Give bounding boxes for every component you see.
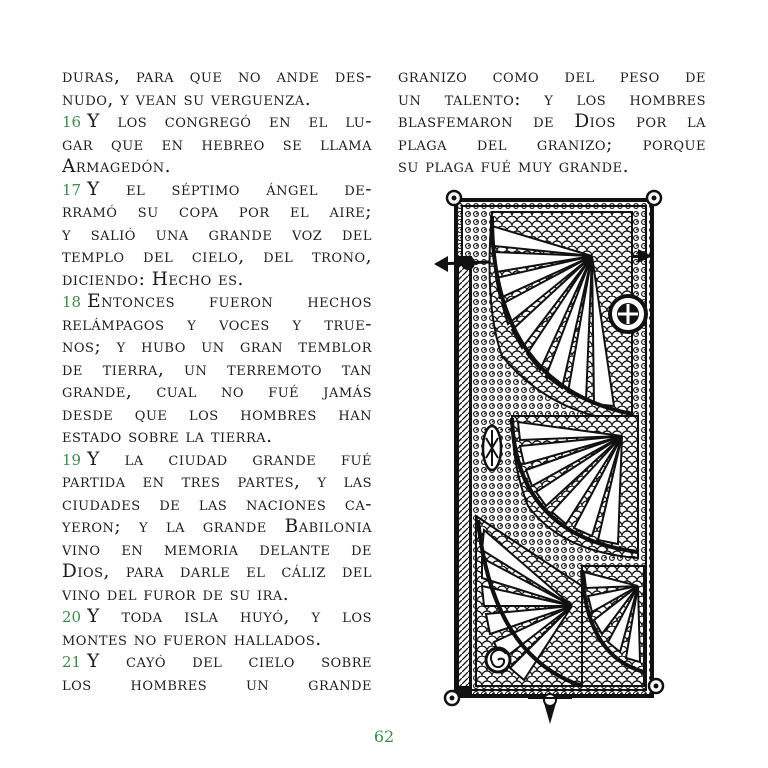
verse-text: blasfemaron de Dios por la [398,111,706,132]
ornate-fan-door-illustration [432,186,668,726]
text-line [398,134,706,157]
text-line [62,224,372,247]
verse-text: partida en tres partes, y las [62,471,372,492]
verse-text: Y la ciudad grande fué [87,448,372,470]
text-line [62,471,372,494]
verse-text: Y cayó del cielo sobre [87,651,372,672]
text-column-left [62,66,372,696]
text-line [62,89,372,112]
text-line [62,111,372,134]
verse-text: Y toda isla huyó, y los [87,606,372,627]
verse-text: duras, para que no ande des- [62,66,372,87]
verse-text: y salió una grande voz del [62,223,372,245]
verse-text: de tierra, un terremoto tan [62,358,372,380]
verse-number: 18 [62,293,82,311]
text-line [62,156,372,179]
text-line [62,404,372,427]
text-line [62,201,372,224]
verse-text: grande, cual no fué jamás [62,381,372,402]
verse-text: Y los congregó en el lu- [87,111,372,132]
text-line [398,89,706,112]
verse-text: nos; y hubo un gran temblor [62,336,372,357]
text-line [62,426,372,449]
text-line [62,629,372,652]
verse-text: rramó su copa por el aire; [62,201,372,222]
verse-number: 20 [62,608,82,626]
text-line [62,291,372,314]
verse-text: vino del furor de su ira. [62,583,290,605]
verse-text: ciudades de las naciones ca- [62,493,372,515]
text-column-right [398,66,706,179]
verse-number: 16 [62,113,82,131]
verse-text: Entonces fueron hechos [87,291,372,312]
text-line [62,494,372,517]
verse-text: montes no fueron hallados. [62,628,322,650]
verse-text: los hombres un grande [62,673,372,695]
verse-text: plaga del granizo; porque [398,133,706,155]
verse-number: 19 [62,450,82,469]
text-line [398,111,706,134]
text-line [62,584,372,607]
text-line [62,516,372,539]
text-line [62,179,372,202]
text-line [62,359,372,382]
verse-text: yeron; y la grande Babilonia [62,516,372,537]
verse-text: desde que los hombres han [62,403,372,425]
verse-text: diciendo: Hecho es. [62,268,244,290]
text-line [62,314,372,337]
verse-text: Y el séptimo ángel de- [87,178,372,200]
text-line [62,606,372,629]
verse-text: Armagedón. [62,156,172,177]
text-line [62,336,372,359]
verse-text: templo del cielo, del trono, [62,246,372,267]
text-line [398,66,706,89]
text-line [62,651,372,674]
verse-number: 21 [62,653,82,671]
verse-text: Dios, para darle el cáliz del [62,561,372,582]
text-line [62,66,372,89]
text-line [62,674,372,697]
text-line [62,381,372,404]
text-line [62,561,372,584]
verse-number: 17 [62,180,82,199]
text-line [62,539,372,562]
verse-text: un talento: y los hombres [398,88,706,110]
text-line [398,156,706,179]
text-line [62,246,372,269]
text-line [62,269,372,292]
verse-text: gar que en hebreo se llama [62,133,372,155]
text-line [62,134,372,157]
page-number: 62 [373,727,395,746]
verse-text: su plaga fué muy grande. [398,156,629,177]
text-line [62,449,372,472]
verse-text: granizo como del peso de [398,66,706,87]
verse-text: nudo, y vean su verguenza. [62,88,312,110]
verse-text: relámpagos y voces y true- [62,313,372,335]
verse-text: estado sobre la tierra. [62,426,273,447]
verse-text: vino en memoria delante de [62,538,372,560]
